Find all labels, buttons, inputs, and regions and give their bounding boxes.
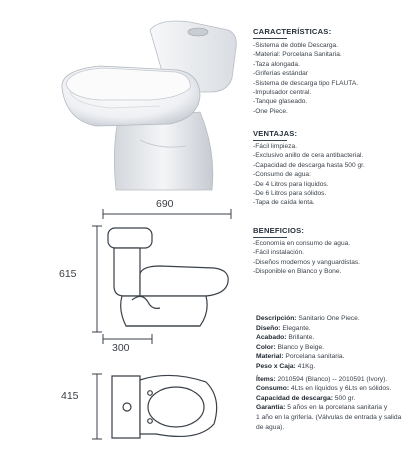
spec-value: 5 años en la porcelana sanitaria y [285, 404, 388, 412]
list-item: -Diseños modernos y vanguardistas. [253, 258, 361, 266]
ventajas-title [253, 129, 297, 141]
spec-label: Consumo: [256, 385, 290, 393]
technical-drawing [0, 190, 250, 458]
list-item: -Taza alongada. [253, 60, 300, 68]
spec-acabado [256, 333, 401, 343]
ventajas-list [253, 142, 365, 208]
spec-consumo [256, 384, 401, 394]
beneficios-heading: BENEFICIOS: [253, 226, 305, 235]
list-item: -One Piece. [253, 107, 288, 115]
spec-garantia-line2: 1 año en la grifería. (Válvulas de entrada y salida [256, 413, 402, 421]
spec-block [256, 314, 401, 432]
spec-value: 500 gr. [332, 394, 356, 402]
spec-label: Descripción: [256, 315, 297, 322]
spec-value: Sanitario One Piece. [296, 315, 360, 322]
spec-value: Blanco y Beige. [275, 343, 325, 351]
caracteristicas-heading: CARACTERÍSTICAS: [253, 27, 332, 36]
spec-capacidad [256, 394, 401, 404]
side-elevation [108, 228, 228, 326]
spec-label: Ítems: [256, 375, 276, 383]
spec-label: Peso x Caja: [256, 362, 296, 370]
spec-garantia-line3: de agua). [256, 423, 285, 431]
list-item: -Economía en consumo de agua. [253, 240, 351, 247]
list-item: -Impulsador central. [253, 89, 312, 97]
spec-label: Material: [256, 353, 284, 361]
caracteristicas-title [253, 27, 331, 39]
list-item: -Tanque glaseado. [253, 98, 308, 106]
ventajas-heading: VENTAJAS: [253, 129, 298, 138]
spec-peso [256, 362, 401, 372]
list-item: -Griferías estándar [253, 70, 308, 78]
spec-material [256, 352, 401, 362]
spec-diseno [256, 324, 401, 334]
list-item: -Capacidad de descarga hasta 500 gr. [253, 161, 365, 169]
spec-value: 41Kg. [295, 362, 316, 370]
spec-value: 2010594 (Blanco) -- 2010591 (Ivory). [275, 375, 388, 383]
spec-label: Acabado: [256, 334, 287, 342]
list-item: -Fácil limpieza. [253, 143, 297, 150]
list-item: -Sistema de descarga tipo FLAUTA. [253, 79, 359, 87]
list-item: -De 4 Litros para líquidos. [253, 180, 329, 188]
heading-underline [253, 140, 287, 141]
list-item: -Disponible en Blanco y Bone. [253, 268, 342, 276]
heading-underline [253, 38, 287, 39]
spec-garantia [256, 403, 401, 413]
dimension-label-width: 690 [156, 198, 174, 210]
list-item: -Consumo de agua: [253, 171, 311, 179]
list-item: -Exclusivo anillo de cera antibacterial. [253, 152, 364, 160]
spec-value: Elegante. [280, 324, 311, 332]
spec-label: Capacidad de descarga: [256, 394, 333, 402]
list-item: -Sistema de doble Descarga. [253, 42, 339, 49]
dimension-label-depth: 300 [112, 342, 130, 354]
dimension-label-plan: 415 [61, 390, 79, 402]
spec-value: 4Lts en líquidos y 6Lts en sólidos. [289, 385, 392, 393]
list-item: -Tapa de caída lenta. [253, 199, 315, 207]
dimension-label-height: 615 [59, 268, 77, 280]
spec-label: Garantía: [256, 404, 286, 412]
spec-label: Color: [256, 343, 276, 351]
caracteristicas-list [253, 41, 358, 116]
spec-descripcion [256, 314, 401, 324]
plan-view [112, 375, 217, 438]
spec-value: Porcelana sanitaria. [283, 353, 345, 361]
list-item: -Fácil instalación. [253, 249, 304, 257]
product-photo [0, 0, 250, 195]
spec-color [256, 343, 401, 353]
spec-label: Diseño: [256, 324, 281, 332]
beneficios-title [253, 226, 304, 238]
spec-value: Brillante. [286, 334, 315, 342]
beneficios-list [253, 239, 360, 277]
spec-items [256, 375, 401, 385]
heading-underline [253, 237, 287, 238]
list-item: -De 6 Litros para sólidos. [253, 190, 327, 198]
list-item: -Material: Porcelana Sanitaria. [253, 51, 342, 59]
